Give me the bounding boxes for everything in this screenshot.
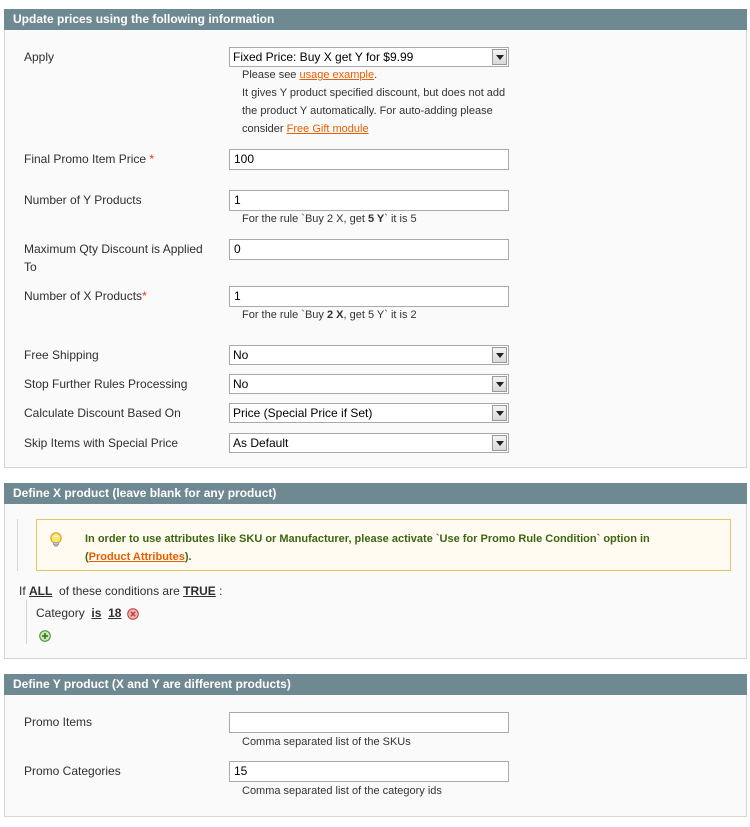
final-price-label bbox=[24, 150, 154, 168]
apply-note-line4-prefix: consider bbox=[242, 123, 287, 135]
chevron-down-icon bbox=[492, 405, 507, 421]
apply-note-prefix: Please see bbox=[242, 69, 300, 81]
free-gift-module-link[interactable]: Free Gift module bbox=[286, 123, 369, 135]
stop-rules-select[interactable] bbox=[229, 374, 509, 394]
apply-select[interactable] bbox=[229, 47, 509, 67]
skip-special-select[interactable] bbox=[229, 433, 509, 453]
value-select[interactable]: TRUE bbox=[183, 584, 216, 598]
num-x-note bbox=[242, 306, 417, 324]
num-y-note-suffix: ` it is 5 bbox=[384, 213, 417, 225]
calc-discount-label: Calculate Discount Based On bbox=[24, 406, 181, 420]
promo-items-note: Comma separated list of the SKUs bbox=[242, 736, 411, 748]
remove-icon[interactable] bbox=[127, 608, 139, 620]
apply-note-line4 bbox=[242, 120, 369, 138]
notice-paren-open: ( bbox=[85, 551, 89, 563]
cond-middle: of these conditions are bbox=[59, 584, 180, 598]
cond-colon: : bbox=[219, 584, 223, 598]
num-y-input[interactable]: 1 bbox=[229, 190, 509, 211]
lightbulb-icon bbox=[49, 532, 63, 548]
conditions-tree-line bbox=[26, 600, 27, 644]
max-qty-label-line1: Maximum Qty Discount is Applied bbox=[24, 242, 203, 256]
num-x-input[interactable]: 1 bbox=[229, 286, 509, 307]
max-qty-label-line2: To bbox=[24, 260, 37, 274]
num-y-note bbox=[242, 210, 417, 228]
rule-attribute: Category bbox=[36, 606, 85, 620]
calc-discount-value: Price (Special Price if Set) bbox=[233, 406, 373, 420]
required-mark: * bbox=[142, 289, 147, 303]
num-x-note-suffix: , get 5 Y` it is 2 bbox=[343, 309, 417, 321]
promo-categories-label: Promo Categories bbox=[24, 764, 121, 778]
notice-paren-close: ). bbox=[184, 551, 192, 563]
aggregator-select[interactable]: ALL bbox=[29, 584, 53, 598]
stop-rules-value: No bbox=[233, 377, 249, 391]
stop-rules-label: Stop Further Rules Processing bbox=[24, 377, 188, 391]
apply-note-line3: the product Y automatically. For auto-adding please bbox=[242, 105, 493, 117]
free-shipping-label: Free Shipping bbox=[24, 348, 99, 362]
condition-rule bbox=[36, 605, 121, 621]
section-title: Define X product (leave blank for any product) bbox=[13, 486, 277, 500]
apply-note-line2: It gives Y product specified discount, but does not add bbox=[242, 87, 506, 99]
required-mark: * bbox=[149, 152, 155, 166]
vertical-guide bbox=[17, 519, 18, 571]
conditions-header bbox=[19, 583, 222, 599]
skip-special-value: As Default bbox=[233, 436, 289, 450]
free-shipping-select[interactable] bbox=[229, 345, 509, 365]
chevron-down-icon bbox=[492, 435, 507, 451]
section-title: Update prices using the following information bbox=[13, 12, 275, 26]
promo-categories-input[interactable]: 15 bbox=[229, 761, 509, 782]
max-qty-input[interactable]: 0 bbox=[229, 239, 509, 260]
chevron-down-icon bbox=[492, 347, 507, 363]
free-shipping-value: No bbox=[233, 348, 249, 362]
section-header-update-prices bbox=[4, 9, 747, 30]
notice-text bbox=[85, 530, 650, 566]
apply-note-line1 bbox=[242, 66, 377, 84]
skip-special-label: Skip Items with Special Price bbox=[24, 436, 179, 450]
calc-discount-select[interactable] bbox=[229, 403, 509, 423]
product-attributes-link[interactable]: Product Attributes bbox=[88, 551, 185, 563]
num-x-label bbox=[24, 287, 147, 305]
notice-line1: In order to use attributes like SKU or Manufacturer, please activate `Use for Promo Rule Condition` option in bbox=[85, 533, 650, 545]
promo-categories-note: Comma separated list of the category ids bbox=[242, 785, 442, 797]
apply-select-value: Fixed Price: Buy X get Y for $9.99 bbox=[233, 50, 414, 64]
section-header-define-x bbox=[4, 483, 747, 504]
promo-items-input[interactable] bbox=[229, 712, 509, 733]
final-price-label-text: Final Promo Item Price bbox=[24, 152, 147, 166]
rule-operator[interactable]: is bbox=[91, 606, 102, 620]
add-condition-icon[interactable] bbox=[39, 630, 51, 642]
apply-note-suffix: . bbox=[374, 69, 378, 81]
num-y-label: Number of Y Products bbox=[24, 193, 142, 207]
num-y-note-prefix: For the rule `Buy 2 X, get bbox=[242, 213, 368, 225]
notice-box bbox=[36, 519, 731, 571]
cond-if: If bbox=[19, 584, 26, 598]
final-price-input[interactable]: 100 bbox=[229, 149, 509, 170]
rule-value[interactable]: 18 bbox=[108, 606, 122, 620]
chevron-down-icon bbox=[492, 376, 507, 392]
notice-line2 bbox=[85, 548, 650, 566]
section-title: Define Y product (X and Y are different products) bbox=[13, 677, 291, 691]
section-header-define-y bbox=[4, 674, 747, 695]
chevron-down-icon bbox=[492, 49, 507, 65]
num-x-note-bold: 2 X bbox=[326, 309, 344, 321]
num-x-label-text: Number of X Products bbox=[24, 289, 143, 303]
num-x-note-prefix: For the rule `Buy bbox=[242, 309, 327, 321]
usage-example-link[interactable]: usage example bbox=[299, 69, 375, 81]
promo-items-label: Promo Items bbox=[24, 715, 93, 729]
apply-label: Apply bbox=[24, 50, 55, 64]
num-y-note-bold: 5 Y bbox=[367, 213, 385, 225]
